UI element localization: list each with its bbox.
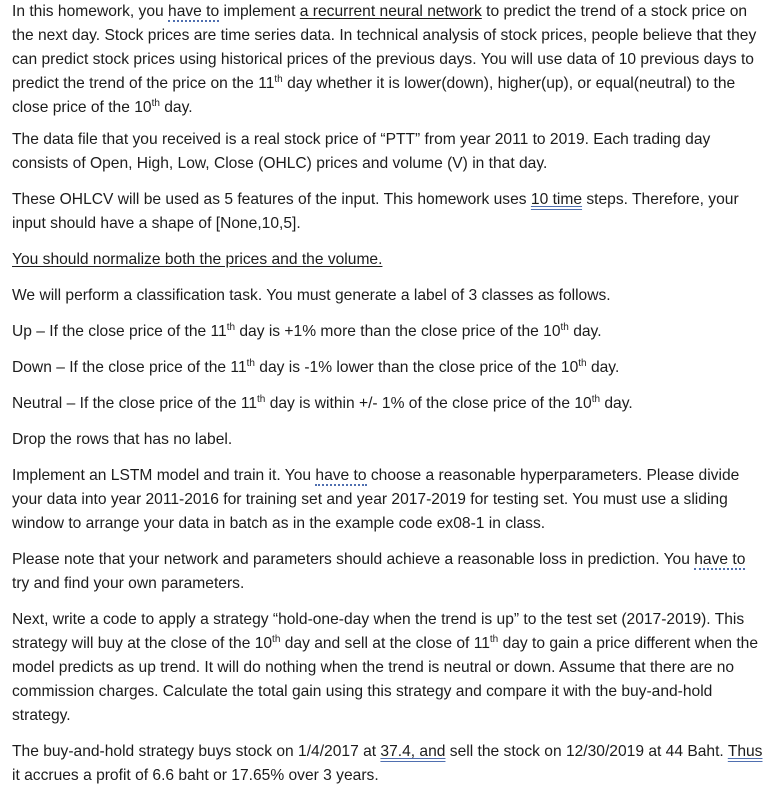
paragraph-features [12, 188, 766, 236]
text-run: try and find your own parameters. [12, 575, 245, 592]
text-run: day to gain a price different when the model predicts as up trend. It will do nothing when the trend is neutral or down. Assume that there are no commission charges. Calculate the total gain using this strategy and compare it with the buy-and-hold strategy. [12, 635, 759, 724]
text-run: have to [694, 551, 746, 568]
paragraph-down [12, 356, 766, 380]
text-run: Implement an LSTM model and train it. You [12, 467, 316, 484]
text-run: In this homework, you [12, 3, 169, 20]
superscript: th [226, 322, 236, 333]
superscript: th [560, 322, 569, 333]
text-run: The data file that you received is a real stock price of “PTT” from year 2011 to 2019. Each trading day consists of Open, High, Low, Close (OHLC) prices and volume (V) in that day. [12, 131, 711, 172]
text-run: 37.4, and [380, 743, 446, 760]
text-run: Neutral – If the close price of the 11 [12, 395, 258, 412]
text-run: We will perform a classification task. You must generate a label of 3 classes as follows. [12, 287, 611, 304]
paragraph-intro [12, 0, 766, 120]
paragraph-strategy [12, 608, 766, 728]
text-run: day. [586, 359, 620, 376]
superscript: th [272, 634, 281, 645]
paragraph-drop-rows [12, 428, 766, 452]
text-run: Please note that your network and parameters should achieve a reasonable loss in prediction. You [12, 551, 695, 568]
text-run: day is -1% lower than the close price of the 10 [254, 359, 579, 376]
paragraph-data-file [12, 128, 766, 176]
text-run: sell the stock on 12/30/2019 at 44 Baht. [445, 743, 728, 760]
text-run: You should normalize both the prices and the volume. [12, 251, 383, 268]
superscript: th [257, 394, 266, 405]
text-run: These OHLCV will be used as 5 features of the input. This homework uses [12, 191, 531, 208]
superscript: th [591, 394, 601, 405]
superscript: th [246, 358, 255, 369]
text-run: day whether it is lower(down), higher(up), or equal(neutral) to the close price of the 10 [12, 75, 736, 116]
text-run: Next, write a code to apply a strategy “hold-one-day when the trend is up” to the test set (2017-2019). This strategy will buy at the close of the 10 [12, 611, 745, 652]
text-run: choose a reasonable hyperparameters. Please divide your data into year 2011-2016 for training set and year 2017-2019 for testing set. You must use a sliding window to arrange your data in batch as in the example code ex08-1 in class. [12, 467, 740, 532]
text-run: 10 time [530, 191, 583, 208]
text-run: day is +1% more than the close price of the 10 [235, 323, 561, 340]
text-run: steps. Therefore, your input should have a shape of [None,10,5]. [12, 191, 739, 232]
text-run: day and sell at the close of 11 [280, 635, 490, 652]
text-run: Thus [727, 743, 763, 760]
paragraph-buy-and-hold [12, 740, 766, 788]
text-run: day. [159, 99, 193, 116]
paragraph-normalize [12, 248, 766, 272]
superscript: th [151, 98, 160, 109]
text-run: have to [168, 3, 220, 20]
paragraph-note [12, 548, 766, 596]
text-run: Drop the rows that has no label. [12, 431, 233, 448]
text-run: The buy-and-hold strategy buys stock on 1/4/2017 at [12, 743, 381, 760]
paragraph-lstm [12, 464, 766, 536]
superscript: th [489, 634, 499, 645]
paragraph-classification [12, 284, 766, 308]
text-run: day is within +/- 1% of the close price of the 10 [265, 395, 592, 412]
text-run: a recurrent neural network [299, 3, 482, 20]
superscript: th [578, 358, 587, 369]
paragraph-neutral [12, 392, 766, 416]
paragraph-up [12, 320, 766, 344]
text-run: day. [568, 323, 602, 340]
text-run: implement [219, 3, 300, 20]
superscript: th [274, 74, 283, 85]
text-run: have to [315, 467, 367, 484]
text-run: to predict the trend of a stock price on the next day. Stock prices are time series data. In technical analysis of stock prices, people believe that they can predict stock prices using historical prices of the previous days. You will use data of 10 previous days to predict the trend of the price on the 11 [12, 3, 757, 92]
text-run: day. [600, 395, 633, 412]
text-run: it accrues a profit of 6.6 baht or 17.65% over 3 years. [12, 767, 379, 784]
text-run: Down – If the close price of the 11 [12, 359, 247, 376]
text-run: Up – If the close price of the 11 [12, 323, 227, 340]
